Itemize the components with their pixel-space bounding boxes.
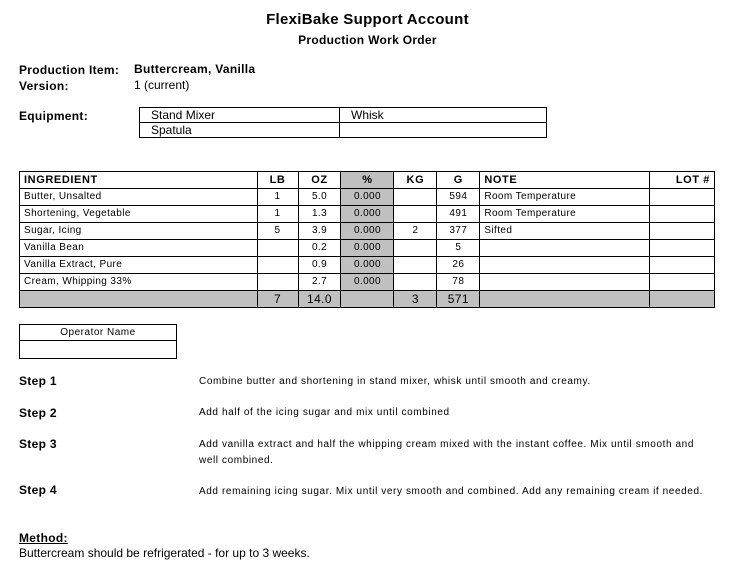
cell-oz: 2.7 [298, 274, 341, 291]
cell-g: 491 [437, 206, 480, 223]
equipment-row [140, 108, 547, 123]
col-header-g: G [437, 172, 480, 189]
cell-ingredient: Vanilla Bean [20, 240, 258, 257]
table-row [20, 240, 715, 257]
step-text: Add vanilla extract and half the whipping cream mixed with the instant coffee. Mix until smooth and well combined. [199, 439, 695, 466]
step-label: Step 3 [19, 437, 57, 451]
cell-ingredient: Sugar, Icing [20, 223, 258, 240]
total-oz: 14.0 [298, 291, 341, 308]
cell-lb: 5 [257, 223, 298, 240]
cell-oz: 0.2 [298, 240, 341, 257]
cell-note [480, 274, 650, 291]
cell-kg [394, 206, 437, 223]
cell-kg [394, 257, 437, 274]
col-header-lb: LB [257, 172, 298, 189]
cell-ingredient: Butter, Unsalted [20, 189, 258, 206]
cell-percent: 0.000 [341, 274, 394, 291]
document-title: FlexiBake Support Account [266, 11, 469, 28]
col-header-oz: OZ [298, 172, 341, 189]
col-header-percent: % [341, 172, 394, 189]
cell-lot [650, 189, 715, 206]
table-row [20, 257, 715, 274]
col-header-ingredient: INGREDIENT [20, 172, 258, 189]
cell-percent: 0.000 [341, 206, 394, 223]
cell-oz: 0.9 [298, 257, 341, 274]
cell-note: Room Temperature [480, 189, 650, 206]
table-header-row [20, 172, 715, 189]
cell-ingredient: Vanilla Extract, Pure [20, 257, 258, 274]
equipment-cell [340, 123, 547, 138]
cell-lb: 1 [257, 206, 298, 223]
cell-lot [650, 257, 715, 274]
cell-lb: 1 [257, 189, 298, 206]
cell-g: 26 [437, 257, 480, 274]
step-label: Step 1 [19, 374, 57, 388]
total-g: 571 [437, 291, 480, 308]
step-text: Add remaining icing sugar. Mix until very smooth and combined. Add any remaining cream if needed. [199, 486, 703, 497]
cell-kg [394, 189, 437, 206]
operator-name-label: Operator Name [20, 325, 176, 341]
cell-ingredient: Cream, Whipping 33% [20, 274, 258, 291]
cell-g: 377 [437, 223, 480, 240]
cell-ingredient: Shortening, Vegetable [20, 206, 258, 223]
equipment-cell: Stand Mixer [140, 108, 340, 123]
total-lb: 7 [257, 291, 298, 308]
cell-kg [394, 240, 437, 257]
equipment-cell: Whisk [340, 108, 547, 123]
version-value: 1 (current) [134, 78, 190, 92]
cell-g: 78 [437, 274, 480, 291]
operator-name-field[interactable] [20, 341, 176, 358]
equipment-label: Equipment: [19, 109, 88, 123]
equipment-cell: Spatula [140, 123, 340, 138]
cell-oz: 3.9 [298, 223, 341, 240]
cell-kg: 2 [394, 223, 437, 240]
cell-lot [650, 274, 715, 291]
col-header-lot: LOT # [650, 172, 715, 189]
cell-g: 5 [437, 240, 480, 257]
equipment-row [140, 123, 547, 138]
col-header-note: NOTE [480, 172, 650, 189]
cell-lb [257, 274, 298, 291]
cell-lot [650, 206, 715, 223]
totals-row [20, 291, 715, 308]
ingredients-table [19, 171, 715, 308]
total-percent [341, 291, 394, 308]
col-header-kg: KG [394, 172, 437, 189]
step-text: Combine butter and shortening in stand mixer, whisk until smooth and creamy. [199, 376, 591, 387]
cell-percent: 0.000 [341, 223, 394, 240]
cell-percent: 0.000 [341, 189, 394, 206]
total-ingredient [20, 291, 258, 308]
method-text: Buttercream should be refrigerated - for up to 3 weeks. [19, 546, 310, 560]
total-note [480, 291, 650, 308]
total-lot [650, 291, 715, 308]
cell-percent: 0.000 [341, 257, 394, 274]
table-row [20, 223, 715, 240]
production-item-label: Production Item: [19, 63, 120, 77]
method-label: Method: [19, 531, 68, 545]
table-row [20, 189, 715, 206]
step-label: Step 4 [19, 483, 57, 497]
step-text: Add half of the icing sugar and mix until combined [199, 407, 450, 418]
cell-percent: 0.000 [341, 240, 394, 257]
table-row [20, 274, 715, 291]
cell-lb [257, 240, 298, 257]
document-subtitle: Production Work Order [298, 33, 437, 47]
version-label: Version: [19, 79, 69, 93]
cell-kg [394, 274, 437, 291]
cell-note [480, 240, 650, 257]
cell-lot [650, 240, 715, 257]
total-kg: 3 [394, 291, 437, 308]
cell-lot [650, 223, 715, 240]
cell-oz: 5.0 [298, 189, 341, 206]
cell-g: 594 [437, 189, 480, 206]
production-item-value: Buttercream, Vanilla [134, 62, 256, 76]
cell-note [480, 257, 650, 274]
equipment-table [139, 107, 547, 138]
cell-note: Sifted [480, 223, 650, 240]
step-label: Step 2 [19, 406, 57, 420]
table-row [20, 206, 715, 223]
cell-note: Room Temperature [480, 206, 650, 223]
operator-name-box [19, 324, 177, 359]
cell-oz: 1.3 [298, 206, 341, 223]
cell-lb [257, 257, 298, 274]
